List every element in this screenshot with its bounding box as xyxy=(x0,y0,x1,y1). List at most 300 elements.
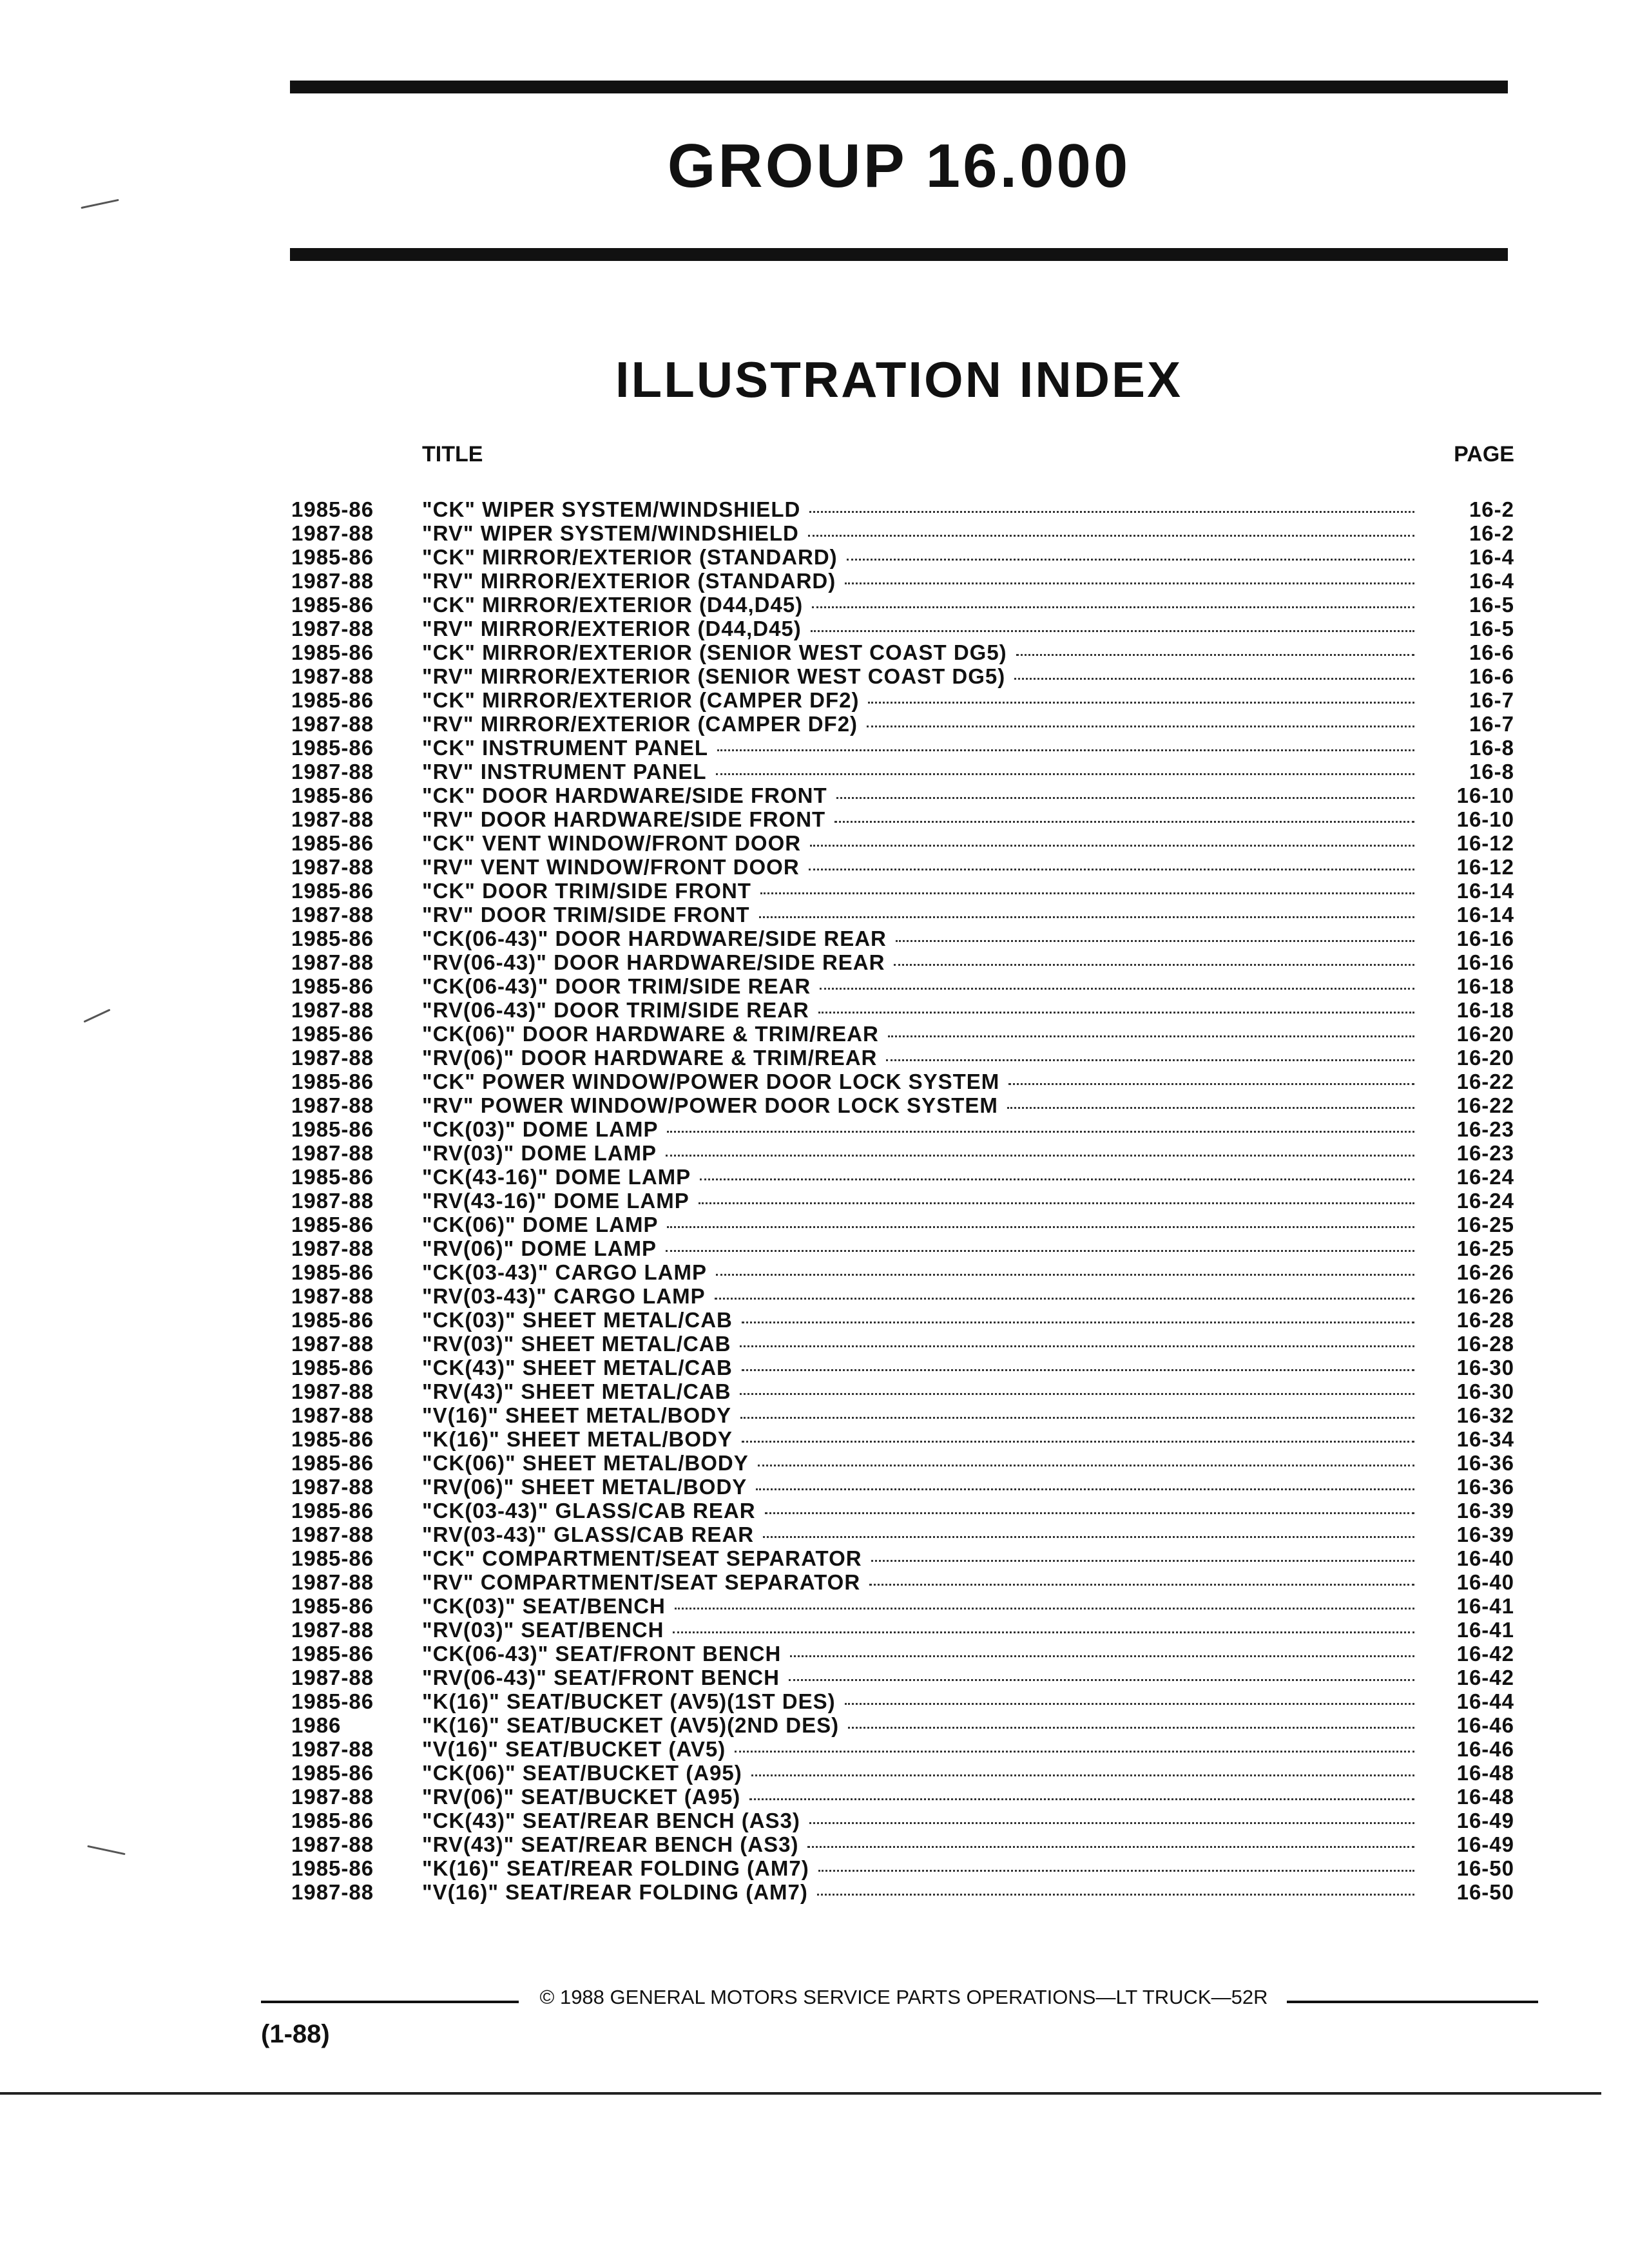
dot-leader xyxy=(811,629,1414,632)
dot-leader xyxy=(666,1249,1414,1252)
index-entry xyxy=(0,1832,1629,1856)
entry-title: "CK" MIRROR/EXTERIOR (STANDARD) xyxy=(422,545,838,569)
index-entry xyxy=(0,998,1629,1022)
index-entry xyxy=(0,1189,1629,1213)
entry-title: "CK" MIRROR/EXTERIOR (D44,D45) xyxy=(422,593,804,617)
index-entry xyxy=(0,1284,1629,1308)
entry-title-leader xyxy=(422,1570,1414,1594)
entry-title: "K(16)" SHEET METAL/BODY xyxy=(422,1427,733,1451)
index-entry xyxy=(0,950,1629,974)
entry-page: 16-49 xyxy=(1456,1832,1514,1856)
entry-page: 16-8 xyxy=(1469,736,1514,760)
entry-title-leader xyxy=(422,1475,1414,1499)
entry-title: "RV(06-43)" DOOR TRIM/SIDE REAR xyxy=(422,998,809,1022)
dot-leader xyxy=(717,749,1414,751)
entry-title: "RV(03)" SEAT/BENCH xyxy=(422,1618,664,1642)
entry-year: 1985-86 xyxy=(291,879,374,903)
index-entry xyxy=(0,521,1629,545)
dot-leader xyxy=(845,1702,1414,1705)
entry-title-leader xyxy=(422,1713,1414,1737)
entry-year: 1985-86 xyxy=(291,1809,374,1832)
entry-title: "RV" MIRROR/EXTERIOR (D44,D45) xyxy=(422,617,802,640)
index-entry xyxy=(0,1046,1629,1070)
index-entries xyxy=(0,497,1629,1904)
entry-title: "RV(43-16)" DOME LAMP xyxy=(422,1189,689,1213)
entry-title-leader xyxy=(422,1642,1414,1666)
entry-page: 16-2 xyxy=(1469,521,1514,545)
index-entry xyxy=(0,1070,1629,1093)
entry-title: "CK(06-43)" DOOR TRIM/SIDE REAR xyxy=(422,974,811,998)
entry-title: "RV(03-43)" CARGO LAMP xyxy=(422,1284,706,1308)
dot-leader xyxy=(1016,653,1414,656)
dot-leader xyxy=(808,534,1414,537)
entry-year: 1986 xyxy=(291,1713,342,1737)
entry-year: 1985-86 xyxy=(291,736,374,760)
entry-page: 16-4 xyxy=(1469,545,1514,569)
entry-title-leader xyxy=(422,1189,1414,1213)
entry-page: 16-46 xyxy=(1456,1737,1514,1761)
entry-year: 1987-88 xyxy=(291,712,374,736)
dot-leader xyxy=(896,939,1414,942)
entry-year: 1985-86 xyxy=(291,974,374,998)
entry-title: "RV(03-43)" GLASS/CAB REAR xyxy=(422,1523,755,1546)
entry-page: 16-6 xyxy=(1469,640,1514,664)
entry-page: 16-41 xyxy=(1456,1594,1514,1618)
entry-title-leader xyxy=(422,664,1414,688)
dot-leader xyxy=(836,796,1414,799)
entry-page: 16-32 xyxy=(1456,1403,1514,1427)
entry-title: "RV(06-43)" DOOR HARDWARE/SIDE REAR xyxy=(422,950,885,974)
entry-page: 16-12 xyxy=(1456,855,1514,879)
dot-leader xyxy=(763,1535,1414,1538)
entry-title: "RV" MIRROR/EXTERIOR (SENIOR WEST COAST DG5) xyxy=(422,664,1006,688)
index-entry xyxy=(0,1523,1629,1546)
index-entry xyxy=(0,736,1629,760)
entry-year: 1985-86 xyxy=(291,783,374,807)
entry-title-leader xyxy=(422,1809,1414,1832)
entry-title-leader xyxy=(422,1403,1414,1427)
dot-leader xyxy=(848,1726,1414,1729)
dot-leader xyxy=(845,582,1414,584)
entry-title-leader xyxy=(422,927,1414,950)
entry-page: 16-25 xyxy=(1456,1236,1514,1260)
entry-year: 1987-88 xyxy=(291,521,374,545)
entry-year: 1987-88 xyxy=(291,903,374,927)
entry-title: "CK" DOOR HARDWARE/SIDE FRONT xyxy=(422,783,827,807)
entry-title-leader xyxy=(422,1618,1414,1642)
dot-leader xyxy=(818,1011,1414,1014)
dot-leader xyxy=(740,1392,1414,1395)
entry-year: 1985-86 xyxy=(291,1070,374,1093)
entry-title-leader xyxy=(422,1213,1414,1236)
entry-title: "CK(43-16)" DOME LAMP xyxy=(422,1165,691,1189)
index-entry xyxy=(0,1737,1629,1761)
dot-leader xyxy=(810,844,1414,847)
entry-year: 1985-86 xyxy=(291,1356,374,1379)
entry-page: 16-46 xyxy=(1456,1713,1514,1737)
index-entry xyxy=(0,569,1629,593)
entry-title: "RV(03)" DOME LAMP xyxy=(422,1141,657,1165)
dot-leader xyxy=(765,1512,1414,1514)
entry-title: "RV" COMPARTMENT/SEAT SEPARATOR xyxy=(422,1570,861,1594)
dot-leader xyxy=(790,1655,1414,1657)
entry-year: 1987-88 xyxy=(291,1785,374,1809)
index-entry xyxy=(0,1022,1629,1046)
entry-title: "RV" WIPER SYSTEM/WINDSHIELD xyxy=(422,521,799,545)
entry-page: 16-40 xyxy=(1456,1546,1514,1570)
index-entry xyxy=(0,783,1629,807)
dot-leader xyxy=(812,606,1414,608)
entry-title: "CK(06)" DOOR HARDWARE & TRIM/REAR xyxy=(422,1022,879,1046)
entry-year: 1985-86 xyxy=(291,927,374,950)
entry-title-leader xyxy=(422,712,1414,736)
entry-title-leader xyxy=(422,1523,1414,1546)
entry-page: 16-28 xyxy=(1456,1332,1514,1356)
entry-page: 16-25 xyxy=(1456,1213,1514,1236)
index-entry xyxy=(0,1880,1629,1904)
dot-leader xyxy=(894,963,1414,966)
entry-title: "RV(06)" SHEET METAL/BODY xyxy=(422,1475,747,1499)
entry-title-leader xyxy=(422,1308,1414,1332)
entry-year: 1985-86 xyxy=(291,593,374,617)
entry-year: 1987-88 xyxy=(291,1523,374,1546)
dot-leader xyxy=(735,1750,1414,1753)
entry-title-leader xyxy=(422,545,1414,569)
entry-year: 1987-88 xyxy=(291,664,374,688)
entry-page: 16-24 xyxy=(1456,1165,1514,1189)
index-entry xyxy=(0,1809,1629,1832)
entry-title: "CK" WIPER SYSTEM/WINDSHIELD xyxy=(422,497,801,521)
entry-year: 1985-86 xyxy=(291,1499,374,1523)
entry-title: "CK(03-43)" GLASS/CAB REAR xyxy=(422,1499,756,1523)
dot-leader xyxy=(760,892,1414,894)
entry-year: 1987-88 xyxy=(291,1832,374,1856)
entry-page: 16-41 xyxy=(1456,1618,1514,1642)
index-entry xyxy=(0,974,1629,998)
entry-year: 1987-88 xyxy=(291,1737,374,1761)
entry-page: 16-34 xyxy=(1456,1427,1514,1451)
dot-leader xyxy=(847,558,1414,561)
dot-leader xyxy=(871,1559,1414,1562)
index-entry xyxy=(0,1546,1629,1570)
entry-page: 16-48 xyxy=(1456,1761,1514,1785)
entry-title: "CK" COMPARTMENT/SEAT SEPARATOR xyxy=(422,1546,862,1570)
index-entry xyxy=(0,903,1629,927)
entry-title: "CK(06)" SEAT/BUCKET (A95) xyxy=(422,1761,742,1785)
entry-title-leader xyxy=(422,593,1414,617)
dot-leader xyxy=(716,1273,1414,1276)
entry-page: 16-26 xyxy=(1456,1284,1514,1308)
entry-title-leader xyxy=(422,1451,1414,1475)
index-entry xyxy=(0,1356,1629,1379)
entry-year: 1985-86 xyxy=(291,1022,374,1046)
index-entry xyxy=(0,1093,1629,1117)
entry-title-leader xyxy=(422,1856,1414,1880)
entry-page: 16-2 xyxy=(1469,497,1514,521)
footer-code: (1-88) xyxy=(261,2020,330,2048)
dot-leader xyxy=(666,1154,1414,1157)
entry-title: "V(16)" SEAT/REAR FOLDING (AM7) xyxy=(422,1880,808,1904)
entry-page: 16-42 xyxy=(1456,1666,1514,1689)
entry-title: "CK" INSTRUMENT PANEL xyxy=(422,736,709,760)
top-rule xyxy=(290,81,1508,93)
dot-leader xyxy=(1007,1106,1414,1109)
dot-leader xyxy=(888,1035,1414,1037)
entry-title-leader xyxy=(422,521,1414,545)
index-entry xyxy=(0,688,1629,712)
index-entry xyxy=(0,807,1629,831)
entry-year: 1987-88 xyxy=(291,1332,374,1356)
index-entry xyxy=(0,1689,1629,1713)
entry-title-leader xyxy=(422,1356,1414,1379)
dot-leader xyxy=(751,1774,1414,1776)
entry-title-leader xyxy=(422,640,1414,664)
index-entry xyxy=(0,1213,1629,1236)
entry-year: 1985-86 xyxy=(291,1427,374,1451)
entry-page: 16-39 xyxy=(1456,1523,1514,1546)
entry-title: "CK(03-43)" CARGO LAMP xyxy=(422,1260,707,1284)
index-entry xyxy=(0,1141,1629,1165)
entry-year: 1985-86 xyxy=(291,1165,374,1189)
entry-title-leader xyxy=(422,1284,1414,1308)
entry-year: 1987-88 xyxy=(291,760,374,783)
entry-title: "CK" MIRROR/EXTERIOR (CAMPER DF2) xyxy=(422,688,860,712)
bottom-rule xyxy=(0,2092,1601,2095)
entry-title-leader xyxy=(422,831,1414,855)
entry-year: 1987-88 xyxy=(291,1093,374,1117)
dot-leader xyxy=(667,1130,1414,1133)
entry-year: 1985-86 xyxy=(291,1546,374,1570)
entry-title: "CK(06-43)" SEAT/FRONT BENCH xyxy=(422,1642,782,1666)
entry-year: 1985-86 xyxy=(291,1260,374,1284)
entry-title-leader xyxy=(422,807,1414,831)
entry-year: 1987-88 xyxy=(291,1880,374,1904)
dot-leader xyxy=(820,987,1414,990)
entry-title-leader xyxy=(422,1666,1414,1689)
entry-page: 16-40 xyxy=(1456,1570,1514,1594)
dot-leader xyxy=(699,1202,1414,1204)
entry-page: 16-20 xyxy=(1456,1046,1514,1070)
entry-page: 16-39 xyxy=(1456,1499,1514,1523)
entry-page: 16-6 xyxy=(1469,664,1514,688)
dot-leader xyxy=(867,725,1414,727)
entry-title: "V(16)" SEAT/BUCKET (AV5) xyxy=(422,1737,726,1761)
index-entry xyxy=(0,927,1629,950)
entry-year: 1987-88 xyxy=(291,998,374,1022)
entry-title: "CK(43)" SHEET METAL/CAB xyxy=(422,1356,733,1379)
footer-rule-left xyxy=(261,2001,519,2003)
entry-page: 16-30 xyxy=(1456,1356,1514,1379)
entry-year: 1987-88 xyxy=(291,569,374,593)
entry-title-leader xyxy=(422,1880,1414,1904)
dot-leader xyxy=(740,1416,1414,1419)
dot-leader xyxy=(667,1225,1414,1228)
footer-rule-right xyxy=(1287,2001,1538,2003)
entry-year: 1985-86 xyxy=(291,640,374,664)
entry-title-leader xyxy=(422,1737,1414,1761)
entry-title-leader xyxy=(422,783,1414,807)
entry-year: 1987-88 xyxy=(291,1570,374,1594)
entry-title-leader xyxy=(422,1689,1414,1713)
index-entry xyxy=(0,640,1629,664)
index-entry xyxy=(0,1427,1629,1451)
entry-year: 1987-88 xyxy=(291,617,374,640)
dot-leader xyxy=(834,820,1414,823)
entry-year: 1985-86 xyxy=(291,1308,374,1332)
entry-title-leader xyxy=(422,1785,1414,1809)
entry-year: 1987-88 xyxy=(291,950,374,974)
entry-title: "RV(06)" SEAT/BUCKET (A95) xyxy=(422,1785,741,1809)
index-entry xyxy=(0,1499,1629,1523)
index-entry xyxy=(0,1451,1629,1475)
entry-year: 1987-88 xyxy=(291,1618,374,1642)
entry-title-leader xyxy=(422,1499,1414,1523)
index-entry xyxy=(0,1260,1629,1284)
entry-page: 16-10 xyxy=(1456,807,1514,831)
entry-year: 1985-86 xyxy=(291,1761,374,1785)
dot-leader xyxy=(869,1583,1414,1586)
index-entry xyxy=(0,1761,1629,1785)
entry-page: 16-23 xyxy=(1456,1117,1514,1141)
entry-title: "CK" MIRROR/EXTERIOR (SENIOR WEST COAST DG5) xyxy=(422,640,1007,664)
entry-title-leader xyxy=(422,879,1414,903)
entry-title-leader xyxy=(422,1117,1414,1141)
entry-title-leader xyxy=(422,688,1414,712)
dot-leader xyxy=(675,1607,1414,1610)
entry-title: "K(16)" SEAT/BUCKET (AV5)(2ND DES) xyxy=(422,1713,840,1737)
entry-title-leader xyxy=(422,950,1414,974)
entry-page: 16-50 xyxy=(1456,1880,1514,1904)
entry-year: 1985-86 xyxy=(291,1689,374,1713)
dot-leader xyxy=(758,1464,1414,1466)
entry-title-leader xyxy=(422,1546,1414,1570)
entry-page: 16-7 xyxy=(1469,688,1514,712)
entry-page: 16-23 xyxy=(1456,1141,1514,1165)
index-entry xyxy=(0,1856,1629,1880)
entry-page: 16-36 xyxy=(1456,1451,1514,1475)
index-entry xyxy=(0,1236,1629,1260)
entry-title: "CK(03)" DOME LAMP xyxy=(422,1117,659,1141)
entry-year: 1987-88 xyxy=(291,807,374,831)
entry-title-leader xyxy=(422,1046,1414,1070)
entry-title: "RV(03)" SHEET METAL/CAB xyxy=(422,1332,731,1356)
entry-title-leader xyxy=(422,1165,1414,1189)
dot-leader xyxy=(817,1893,1414,1896)
entry-page: 16-5 xyxy=(1469,617,1514,640)
entry-title-leader xyxy=(422,855,1414,879)
entry-title-leader xyxy=(422,736,1414,760)
entry-year: 1987-88 xyxy=(291,1666,374,1689)
entry-title: "RV" POWER WINDOW/POWER DOOR LOCK SYSTEM xyxy=(422,1093,998,1117)
entry-title: "RV" MIRROR/EXTERIOR (STANDARD) xyxy=(422,569,836,593)
entry-year: 1985-86 xyxy=(291,545,374,569)
entry-title-leader xyxy=(422,1093,1414,1117)
entry-page: 16-18 xyxy=(1456,974,1514,998)
entry-title: "CK(06)" SHEET METAL/BODY xyxy=(422,1451,749,1475)
entry-title: "K(16)" SEAT/REAR FOLDING (AM7) xyxy=(422,1856,809,1880)
dot-leader xyxy=(1014,677,1414,680)
dot-leader xyxy=(807,1845,1414,1848)
column-header-title: TITLE xyxy=(422,442,483,466)
dot-leader xyxy=(759,916,1414,918)
index-entry xyxy=(0,1666,1629,1689)
entry-page: 16-7 xyxy=(1469,712,1514,736)
index-entry xyxy=(0,1618,1629,1642)
entry-page: 16-48 xyxy=(1456,1785,1514,1809)
entry-title-leader xyxy=(422,1236,1414,1260)
entry-title-leader xyxy=(422,1427,1414,1451)
dot-leader xyxy=(809,1821,1414,1824)
index-title: ILLUSTRATION INDEX xyxy=(615,351,1183,408)
entry-title: "CK" VENT WINDOW/FRONT DOOR xyxy=(422,831,802,855)
dot-leader xyxy=(818,1869,1414,1872)
entry-year: 1985-86 xyxy=(291,1594,374,1618)
entry-page: 16-18 xyxy=(1456,998,1514,1022)
index-entry xyxy=(0,1642,1629,1666)
entry-title: "V(16)" SHEET METAL/BODY xyxy=(422,1403,732,1427)
entry-year: 1987-88 xyxy=(291,1046,374,1070)
entry-page: 16-14 xyxy=(1456,879,1514,903)
index-entry xyxy=(0,617,1629,640)
entry-title: "RV(43)" SEAT/REAR BENCH (AS3) xyxy=(422,1832,799,1856)
dot-leader xyxy=(789,1678,1414,1681)
dot-leader xyxy=(749,1798,1414,1800)
entry-title-leader xyxy=(422,998,1414,1022)
dot-leader xyxy=(742,1440,1414,1443)
entry-year: 1985-86 xyxy=(291,1117,374,1141)
margin-mark xyxy=(81,199,119,209)
entry-year: 1985-86 xyxy=(291,497,374,521)
index-entry xyxy=(0,760,1629,783)
dot-leader xyxy=(673,1631,1414,1633)
entry-title-leader xyxy=(422,1379,1414,1403)
index-entry xyxy=(0,712,1629,736)
entry-page: 16-28 xyxy=(1456,1308,1514,1332)
index-entry xyxy=(0,1165,1629,1189)
index-entry xyxy=(0,1117,1629,1141)
entry-page: 16-49 xyxy=(1456,1809,1514,1832)
entry-page: 16-16 xyxy=(1456,950,1514,974)
dot-leader xyxy=(740,1345,1414,1347)
dot-leader xyxy=(809,868,1414,870)
entry-page: 16-12 xyxy=(1456,831,1514,855)
group-title: GROUP 16.000 xyxy=(667,131,1131,200)
entry-title: "CK(06)" DOME LAMP xyxy=(422,1213,659,1236)
dot-leader xyxy=(1008,1082,1414,1085)
entry-title-leader xyxy=(422,1260,1414,1284)
column-header-page: PAGE xyxy=(1454,442,1514,466)
entry-title: "RV" DOOR TRIM/SIDE FRONT xyxy=(422,903,750,927)
entry-page: 16-44 xyxy=(1456,1689,1514,1713)
dot-leader xyxy=(716,773,1414,775)
entry-title-leader xyxy=(422,903,1414,927)
entry-title-leader xyxy=(422,1141,1414,1165)
entry-year: 1987-88 xyxy=(291,855,374,879)
entry-title: "CK(06-43)" DOOR HARDWARE/SIDE REAR xyxy=(422,927,887,950)
entry-title-leader xyxy=(422,1022,1414,1046)
dot-leader xyxy=(868,701,1414,704)
index-entry xyxy=(0,593,1629,617)
entry-year: 1985-86 xyxy=(291,1642,374,1666)
entry-page: 16-14 xyxy=(1456,903,1514,927)
entry-year: 1987-88 xyxy=(291,1189,374,1213)
entry-page: 16-36 xyxy=(1456,1475,1514,1499)
entry-title: "CK" POWER WINDOW/POWER DOOR LOCK SYSTEM xyxy=(422,1070,1000,1093)
entry-title-leader xyxy=(422,1332,1414,1356)
entry-title: "RV" MIRROR/EXTERIOR (CAMPER DF2) xyxy=(422,712,858,736)
dot-leader xyxy=(742,1369,1414,1371)
entry-title: "RV(06)" DOOR HARDWARE & TRIM/REAR xyxy=(422,1046,878,1070)
